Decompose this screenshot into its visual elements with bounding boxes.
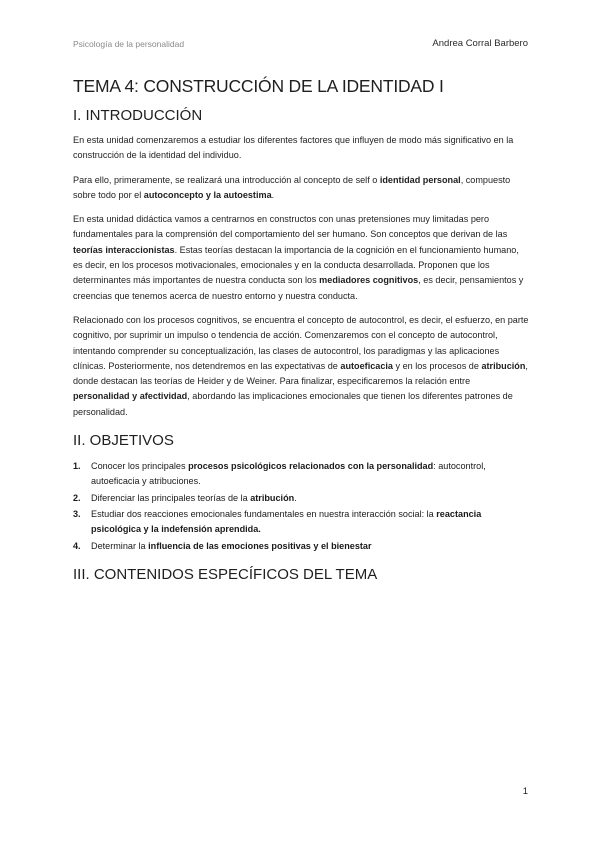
header-author: Andrea Corral Barbero [432, 38, 528, 49]
objectives-list [73, 459, 529, 554]
paragraph-4 [73, 313, 529, 420]
bold-term: mediadores cognitivos [319, 275, 419, 286]
page-content [73, 76, 529, 583]
list-item [73, 459, 529, 490]
header-course: Psicología de la personalidad [73, 39, 185, 49]
paragraph-1: En esta unidad comenzaremos a estudiar los diferentes factores que influyen de modo más significativo en la construcción de la identidad del individuo. [73, 135, 514, 161]
text-run: En esta unidad didáctica vamos a centrarnos en constructos con unas pretensiones muy limitadas pero fundamentales para la comprensión del comportamiento del ser humano. Son conceptos que derivan de las [73, 214, 508, 240]
text-run: Diferenciar las principales teorías de la [91, 492, 251, 503]
bold-term: procesos psicológicos relacionados con la personalidad [188, 461, 434, 472]
text-run: , donde destacan las teorías de Heider y de Weiner. Para finalizar, especificaremos la relación entre [73, 360, 528, 387]
text-run: Relacionado con los procesos cognitivos, se encuentra el concepto de autocontrol, es decir, el esfuerzo, en parte cognitivo, por suprimir un impulso o tendencia de acción. Comenzaremos con el concepto de autocontrol, intentando comprender su conceptualización, las clases de autocontrol, los paradigmas y las aplicaciones clínicas. Posteriormente, nos detendremos en las expectativas de [73, 314, 529, 371]
text-run: Conocer los principales [91, 461, 189, 472]
text-run: Para ello, primeramente, se realizará una introducción al concepto de self o [73, 174, 380, 185]
text-run: . Estas teorías destacan la importancia de la cognición en el funcionamiento humano, es decir, en los procesos motivacionales, emocionales y en la conducta desarrollada. Proponen que los determinantes más importantes de nuestra conducta son los [73, 244, 519, 286]
bold-term: influencia de las emociones positivas y el bienestar [148, 540, 372, 551]
paragraph-3 [73, 212, 529, 304]
bold-term: identidad personal [379, 174, 461, 185]
text-run: Determinar la [91, 540, 149, 551]
section-heading-contenidos: III. CONTENIDOS ESPECÍFICOS DEL TEMA [73, 565, 378, 583]
section-heading-introduccion: I. INTRODUCCIÓN [73, 107, 203, 124]
text-run: , compuesto sobre todo por el [73, 174, 511, 200]
text-run: Estudiar dos reacciones emocionales fundamentales en nuestra interacción social: la [91, 508, 437, 519]
section-heading-objetivos: II. OBJETIVOS [73, 432, 174, 450]
text-run: , abordando las implicaciones emocionales que tienen los diferentes patrones de personalidad. [73, 391, 513, 417]
list-number: 1. [73, 461, 81, 472]
bold-term: autoeficacia [340, 360, 393, 371]
page-number: 1 [522, 786, 528, 797]
text-run: . [294, 492, 297, 503]
list-item [73, 539, 529, 554]
list-number: 3. [73, 508, 81, 519]
bold-term: teorías interaccionistas [73, 244, 175, 255]
list-item [73, 507, 529, 538]
list-number: 2. [73, 492, 81, 503]
text-run: : autocontrol, autoeficacia y atribuciones. [91, 461, 486, 487]
bold-term: atribución [250, 492, 295, 503]
bold-term: autoconcepto y la autoestima [143, 189, 272, 200]
bold-term: atribución [481, 360, 526, 371]
bold-term: reactancia psicológica y la indefensión aprendida. [91, 508, 482, 535]
text-run: y en los procesos de [392, 360, 482, 371]
text-run: , es decir, pensamientos y creencias que tenemos acerca de nuestro entorno y nuestra conducta. [73, 275, 524, 301]
page-title: TEMA 4: CONSTRUCCIÓN DE LA IDENTIDAD I [73, 76, 444, 96]
list-number: 4. [73, 540, 81, 551]
bold-term: personalidad y afectividad [73, 391, 188, 402]
paragraph-2 [73, 173, 529, 204]
list-item [73, 491, 529, 506]
text-run: . [271, 189, 275, 200]
